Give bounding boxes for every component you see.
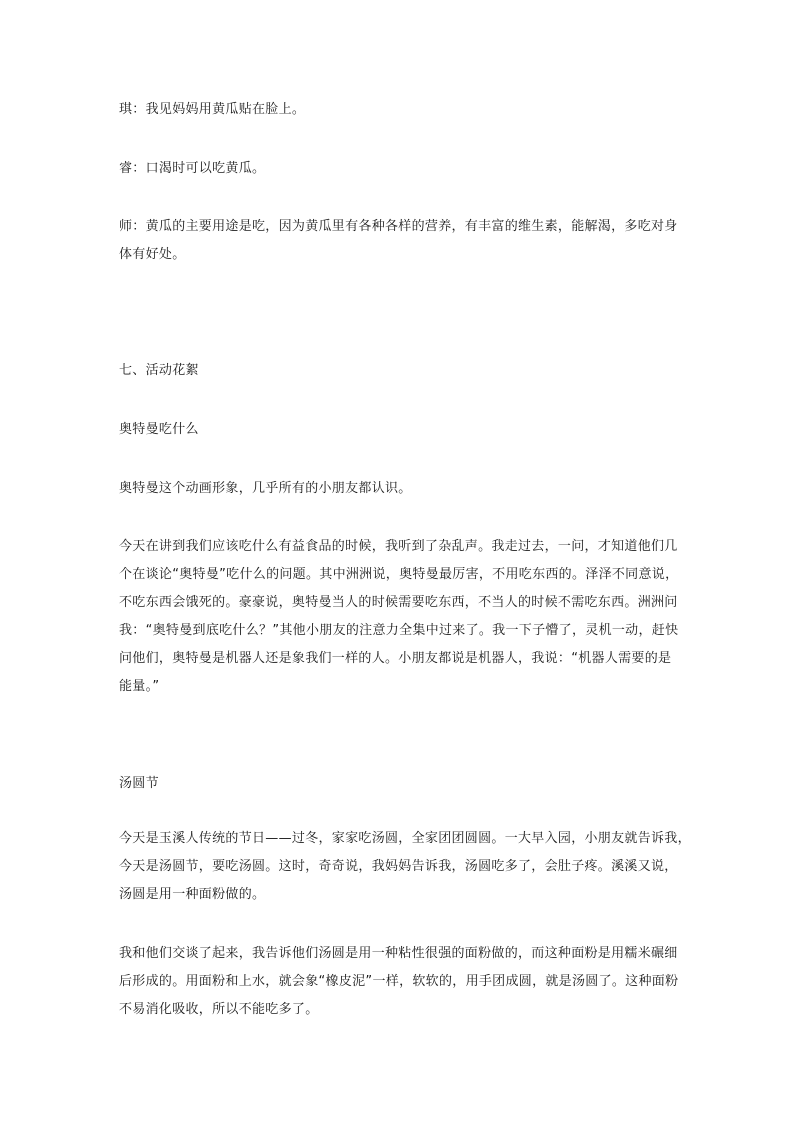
story2-paragraph-2: 我和他们交谈了起来，我告诉他们汤圆是用一种粘性很强的面粉做的，而这种面粉是用糯米碾细 后形成的。用面粉和上水，就会象“橡皮泥”一样，软软的，用手团成圆，就是汤圆了。这种面粉 不易消化吸收，所以不能吃多了。 <box>119 946 679 1017</box>
dialogue-line-qi: 琪：我见妈妈用黄瓜贴在脸上。 <box>119 102 306 117</box>
story2-paragraph-1: 今天是玉溪人传统的节日——过冬，家家吃汤圆，全家团团圆圆。一大早入园，小朋友就告诉我， 今天是汤圆节，要吃汤圆。这时，奇奇说，我妈妈告诉我，汤圆吃多了，会肚子疼。溪溪又说， 汤圆是用一种面粉做的。 <box>119 831 691 902</box>
teacher-paragraph: 师：黄瓜的主要用途是吃，因为黄瓜里有各种各样的营养，有丰富的维生素，能解渴，多吃对身 体有好处。 <box>119 219 678 262</box>
story1-intro: 奥特曼这个动画形象，几乎所有的小朋友都认识。 <box>119 481 412 496</box>
story1-body: 今天在讲到我们应该吃什么有益食品的时候，我听到了杂乱声。我走过去，一问，才知道他们几 个在谈论“奥特曼”吃什么的问题。其中洲洲说，奥特曼最厉害，不用吃东西的。泽泽不同意说， 不吃东西会饿死的。豪豪说，奥特曼当人的时候需要吃东西，不当人的时候不需吃东西。洲洲问 我：“奥特曼到底吃什么？”其他小朋友的注意力全集中过来了。我一下子懵了，灵机一动，赶快 问他们，奥特曼是机器人还是象我们一样的人。小朋友都说是机器人，我说：“机器人需要的是 能量。” <box>119 539 679 694</box>
story1-title: 奥特曼吃什么 <box>119 422 199 437</box>
section-heading: 七、活动花絮 <box>119 363 199 378</box>
story2-title: 汤圆节 <box>119 776 159 791</box>
dialogue-line-rui: 睿：口渴时可以吃黄瓜。 <box>119 161 266 176</box>
